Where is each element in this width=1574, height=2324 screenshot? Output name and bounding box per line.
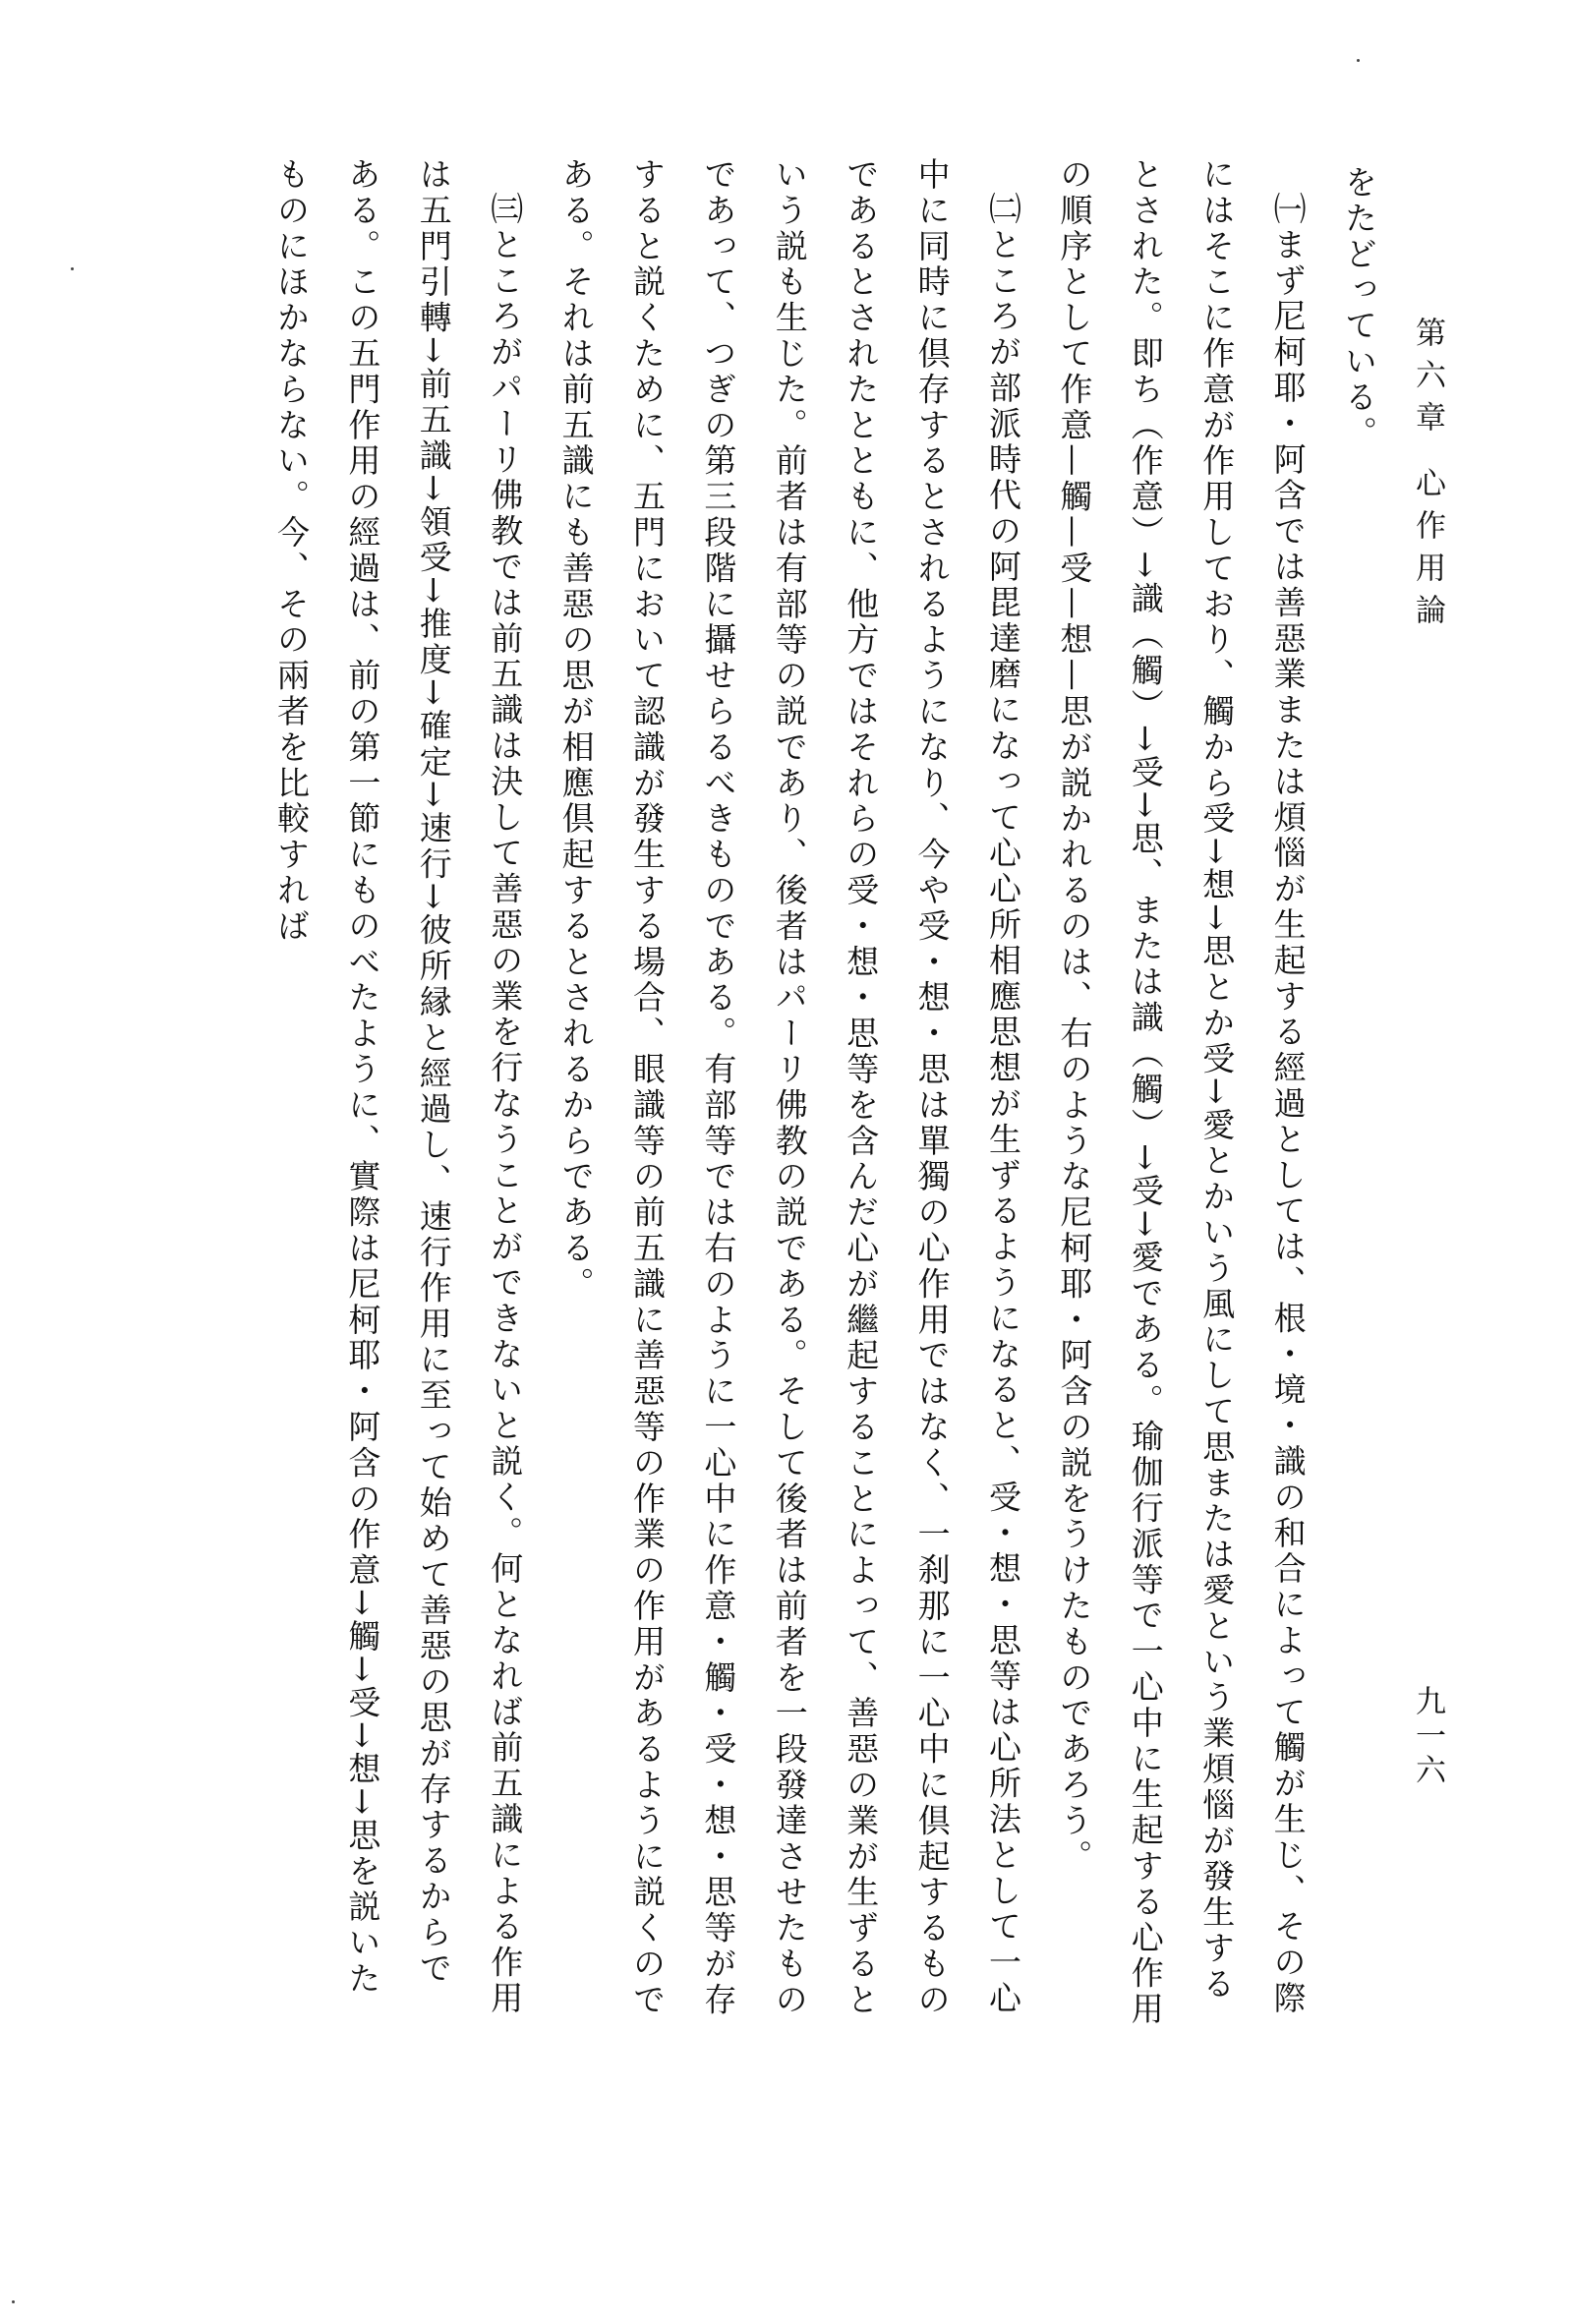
- text-line: は五門引轉→前五識→領受→推度→確定→速行→彼所縁と經過し、速行作用に至って始めて善惡の思が存するからで: [414, 157, 453, 1987]
- text-line: ㈢ところがパーリ佛教では前五識は決して善惡の業を行なうことができないと説く。何となれば前五識による作用: [486, 192, 525, 2017]
- text-line: 中に同時に倶存するとされるようになり、今や受・想・思は單獨の心作用ではなく、一刹那に一心中に倶起するもの: [912, 157, 952, 2018]
- text-line: いう説も生じた。前者は有部等の説であり、後者はパーリ佛教の説である。そして後者は前者を一段發達させたもの: [770, 157, 809, 2018]
- text-line: の順序として作意—觸—受—想—思が説かれるのは、右のような尼柯耶・阿含の説をうけたものであろう。: [1055, 157, 1094, 1876]
- text-line: ある。この五門作用の經過は、前の第一節にものべたように、實際は尼柯耶・阿含の作意→觸→受→想→思を説いた: [343, 157, 382, 1998]
- text-line: ものにほかならない。今、その兩者を比較すれば: [272, 157, 311, 945]
- text-line: をたどっている。: [1340, 165, 1378, 452]
- text-line: とされた。即ち（作意）→識（觸）→受→思、または識（觸）→受→愛である。瑜伽行派等で一心中に生起する心作用: [1126, 157, 1165, 2028]
- text-line: ある。それは前五識にも善惡の思が相應倶起するとされるからである。: [556, 157, 596, 1303]
- text-line: ㈡ところが部派時代の阿毘達磨になって心心所相應思想が生ずるようになると、受・想・思等は心所法として一心: [984, 192, 1022, 2017]
- chapter-name: 心作用論: [1410, 467, 1445, 636]
- scan-speck: [1357, 59, 1360, 62]
- text-line: であって、つぎの第三段階に攝せらるべきものである。有部等では右のように一心中に作意・觸・受・想・思等が存: [699, 157, 738, 2018]
- page-number: 九一六: [1410, 1685, 1445, 1788]
- scan-speck: [12, 2300, 15, 2303]
- chapter-number: 第六章: [1410, 317, 1445, 443]
- text-line: すると説くために、五門において認識が發生する場合、眼識等の前五識に善惡等の作業の作用があるように説くので: [628, 157, 667, 2018]
- text-line: にはそこに作意が作用しており、觸から受→想→思とか受→愛とかいう風にして思または愛という業煩惱が發生する: [1197, 157, 1237, 2003]
- text-line: ㈠まず尼柯耶・阿含では善惡業または煩惱が生起する經過としては、根・境・識の和合によって觸が生じ、その際: [1268, 192, 1308, 2017]
- text-line: であるとされたとともに、他方ではそれらの受・想・思等を含んだ心が繼起することによって、善惡の業が生ずると: [842, 157, 881, 2018]
- chapter-title: [1408, 317, 1447, 636]
- scan-speck: [71, 267, 74, 270]
